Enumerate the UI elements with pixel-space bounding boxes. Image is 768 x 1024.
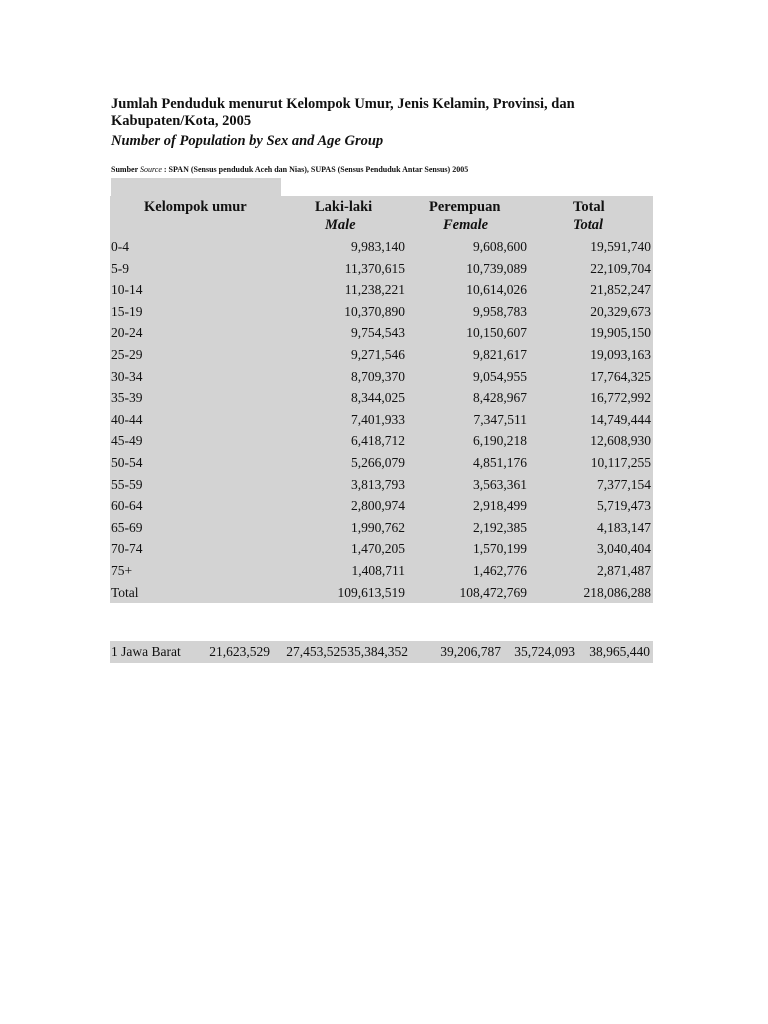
cell-male: 8,709,370 bbox=[351, 368, 405, 384]
cell-male: 5,266,079 bbox=[351, 454, 405, 470]
table-header bbox=[110, 196, 653, 236]
table-row bbox=[110, 474, 653, 496]
cell-total: 12,608,930 bbox=[590, 433, 651, 449]
cell-total: 17,764,325 bbox=[590, 368, 651, 384]
province-value: 38,965,440 bbox=[589, 644, 650, 659]
cell-total: 14,749,444 bbox=[590, 411, 651, 427]
cell-female: 7,347,511 bbox=[473, 411, 527, 427]
cell-male: 3,813,793 bbox=[351, 476, 405, 492]
cell-female: 9,958,783 bbox=[473, 303, 527, 319]
cell-female: 3,563,361 bbox=[473, 476, 527, 492]
row-label: 70-74 bbox=[111, 541, 143, 557]
cell-male: 11,370,615 bbox=[344, 260, 405, 276]
row-label: 15-19 bbox=[111, 303, 143, 319]
cell-total: 19,905,150 bbox=[590, 325, 651, 341]
source-text: : SPAN (Sensus penduduk Aceh dan Nias), SUPAS (Sensus Penduduk Antar Sensus) 2005 bbox=[163, 165, 469, 174]
cell-male: 11,238,221 bbox=[344, 282, 405, 298]
table-row bbox=[110, 236, 653, 258]
table-row bbox=[110, 366, 653, 388]
row-label: 0-4 bbox=[111, 239, 129, 254]
cell-total: 4,183,147 bbox=[597, 519, 651, 535]
cell-female: 1,462,776 bbox=[473, 562, 527, 578]
cell-male: 8,344,025 bbox=[351, 390, 405, 406]
cell-male: 109,613,519 bbox=[337, 584, 405, 600]
title-block bbox=[111, 96, 671, 150]
page-title: Jumlah Penduduk menurut Kelompok Umur, Jenis Kelamin, Provinsi, dan Kabupaten/Kota, 2005 bbox=[111, 96, 575, 129]
row-label: 65-69 bbox=[111, 519, 143, 535]
table-row bbox=[110, 258, 653, 280]
row-label: 75+ bbox=[111, 562, 133, 578]
cell-female: 2,192,385 bbox=[473, 519, 527, 535]
table-row bbox=[110, 560, 653, 582]
cell-male: 6,418,712 bbox=[351, 433, 405, 449]
cell-female: 8,428,967 bbox=[473, 390, 527, 406]
cell-total: 19,591,740 bbox=[590, 239, 651, 254]
cell-total: 7,377,154 bbox=[597, 476, 651, 492]
cell-female: 6,190,218 bbox=[473, 433, 527, 449]
cell-male: 9,271,546 bbox=[351, 346, 405, 362]
table-row bbox=[110, 517, 653, 539]
cell-total: 218,086,288 bbox=[583, 584, 651, 600]
cell-female: 10,614,026 bbox=[466, 282, 527, 298]
province-value: 35,384,352 bbox=[347, 644, 408, 659]
row-label: 5-9 bbox=[111, 260, 129, 276]
cell-total: 10,117,255 bbox=[590, 454, 651, 470]
cell-female: 4,851,176 bbox=[473, 454, 527, 470]
cell-male: 1,408,711 bbox=[351, 562, 405, 578]
table-row bbox=[110, 301, 653, 323]
table-row bbox=[110, 409, 653, 431]
cell-female: 9,608,600 bbox=[473, 239, 527, 254]
cell-female: 10,739,089 bbox=[466, 260, 527, 276]
header-total-id: Total bbox=[573, 199, 605, 215]
cell-female: 9,821,617 bbox=[473, 346, 527, 362]
header-male-id: Laki-laki bbox=[315, 199, 373, 215]
table-row bbox=[110, 495, 653, 517]
province-row bbox=[110, 641, 653, 663]
cell-male: 2,800,974 bbox=[351, 498, 405, 514]
cell-total: 2,871,487 bbox=[597, 562, 651, 578]
row-label: 50-54 bbox=[111, 454, 143, 470]
table-row bbox=[110, 344, 653, 366]
cell-total: 16,772,992 bbox=[590, 390, 651, 406]
cell-female: 10,150,607 bbox=[466, 325, 527, 341]
cell-male: 10,370,890 bbox=[344, 303, 405, 319]
table-row bbox=[110, 582, 653, 604]
cell-total: 20,329,673 bbox=[590, 303, 651, 319]
table-row bbox=[110, 430, 653, 452]
page-subtitle: Number of Population by Sex and Age Group bbox=[111, 133, 384, 149]
source-label-en: Source bbox=[139, 165, 162, 174]
table-row bbox=[110, 387, 653, 409]
row-label: 35-39 bbox=[111, 390, 143, 406]
header-male-en: Male bbox=[325, 217, 356, 233]
row-label: 55-59 bbox=[111, 476, 143, 492]
cell-female: 108,472,769 bbox=[459, 584, 527, 600]
cell-total: 19,093,163 bbox=[590, 346, 651, 362]
cell-total: 21,852,247 bbox=[590, 282, 651, 298]
cell-male: 9,983,140 bbox=[351, 239, 405, 254]
row-label: 40-44 bbox=[111, 411, 143, 427]
population-table bbox=[110, 196, 653, 603]
header-female-en: Female bbox=[443, 217, 489, 233]
cell-female: 9,054,955 bbox=[473, 368, 527, 384]
cell-male: 9,754,543 bbox=[351, 325, 405, 341]
row-label: 30-34 bbox=[111, 368, 143, 384]
cell-total: 5,719,473 bbox=[597, 498, 651, 514]
header-notch bbox=[111, 178, 281, 197]
header-group: Kelompok umur bbox=[144, 199, 247, 215]
header-total-en: Total bbox=[573, 217, 604, 233]
header-female-id: Perempuan bbox=[429, 199, 501, 215]
row-label: 45-49 bbox=[111, 433, 143, 449]
row-label: 60-64 bbox=[111, 498, 143, 514]
row-label: Total bbox=[111, 584, 139, 600]
province-value: 39,206,787 bbox=[440, 644, 501, 659]
table-body bbox=[110, 236, 653, 603]
cell-total: 3,040,404 bbox=[597, 541, 651, 557]
cell-male: 1,990,762 bbox=[351, 519, 405, 535]
cell-female: 2,918,499 bbox=[473, 498, 527, 514]
cell-male: 7,401,933 bbox=[351, 411, 405, 427]
cell-total: 22,109,704 bbox=[590, 260, 651, 276]
table-row bbox=[110, 538, 653, 560]
province-value: 21,623,529 bbox=[209, 644, 270, 659]
cell-male: 1,470,205 bbox=[351, 541, 405, 557]
table-row bbox=[110, 452, 653, 474]
row-label: 25-29 bbox=[111, 346, 143, 362]
row-label: 20-24 bbox=[111, 325, 143, 341]
cell-female: 1,570,199 bbox=[473, 541, 527, 557]
table-row bbox=[110, 279, 653, 301]
table-row bbox=[110, 322, 653, 344]
source-label: Sumber bbox=[111, 165, 138, 174]
source-note bbox=[111, 165, 468, 174]
province-value: 35,724,093 bbox=[514, 644, 575, 659]
province-value: 27,453,525 bbox=[286, 644, 347, 659]
province-label: 1 Jawa Barat bbox=[111, 644, 181, 659]
row-label: 10-14 bbox=[111, 282, 143, 298]
